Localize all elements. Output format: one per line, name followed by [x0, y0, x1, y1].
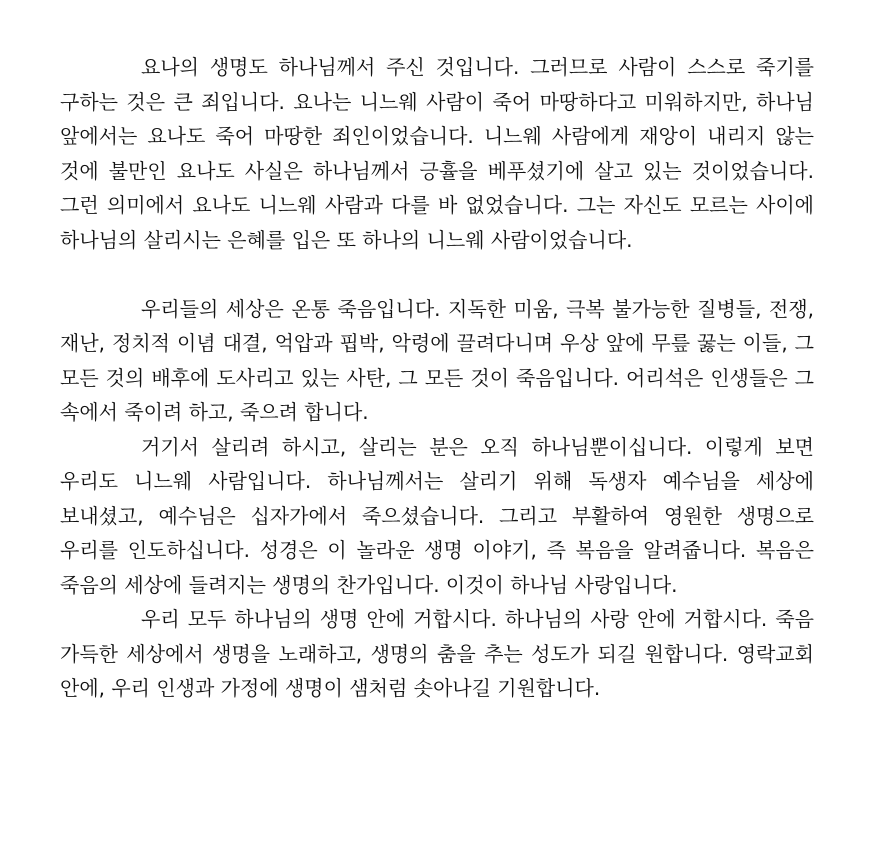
paragraph-god-who-saves: 거기서 살리려 하시고, 살리는 분은 오직 하나님뿐이십니다. 이렇게 보면 우리도 니느웨 사람입니다. 하나님께서는 살리기 위해 독생자 예수님을 세상에 보내셨고, 예수님은 십자가에서 죽으셨습니다. 그리고 부활하여 영원한 생명으로 우리를 인도하십니다. 성경은 이 놀라운 생명 이야기, 즉 복음을 알려줍니다. 복음은 죽음의 세상에 들려지는 생명의 찬가입니다. 이것이 하나님 사랑입니다. — [60, 434, 814, 597]
document-body — [60, 50, 814, 706]
paragraph-world-of-death: 우리들의 세상은 온통 죽음입니다. 지독한 미움, 극복 불가능한 질병들, 전쟁, 재난, 정치적 이념 대결, 억압과 핍박, 악령에 끌려다니며 우상 앞에 무릎 꿇는 이들, 그 모든 것의 배후에 도사리고 있는 사탄, 그 모든 것이 죽음입니다. 어리석은 인생들은 그 속에서 죽이려 하고, 죽으려 합니다. — [60, 296, 814, 424]
paragraph-spacer — [60, 257, 814, 292]
paragraph-closing-prayer: 우리 모두 하나님의 생명 안에 거합시다. 하나님의 사랑 안에 거합시다. 죽음 가득한 세상에서 생명을 노래하고, 생명의 춤을 추는 성도가 되길 원합니다. 영락교회 안에, 우리 인생과 가정에 생명이 샘처럼 솟아나길 기원합니다. — [60, 607, 814, 700]
paragraph-jonah-life: 요나의 생명도 하나님께서 주신 것입니다. 그러므로 사람이 스스로 죽기를 구하는 것은 큰 죄입니다. 요나는 니느웨 사람이 죽어 마땅하다고 미워하지만, 하나님 앞에서는 요나도 죽어 마땅한 죄인이었습니다. 니느웨 사람에게 재앙이 내리지 않는 것에 불만인 요나도 사실은 하나님께서 긍휼을 베푸셨기에 살고 있는 것이었습니다. 그런 의미에서 요나도 니느웨 사람과 다를 바 없었습니다. 그는 자신도 모르는 사이에 하나님의 살리시는 은혜를 입은 또 하나의 니느웨 사람이었습니다. — [60, 55, 814, 252]
